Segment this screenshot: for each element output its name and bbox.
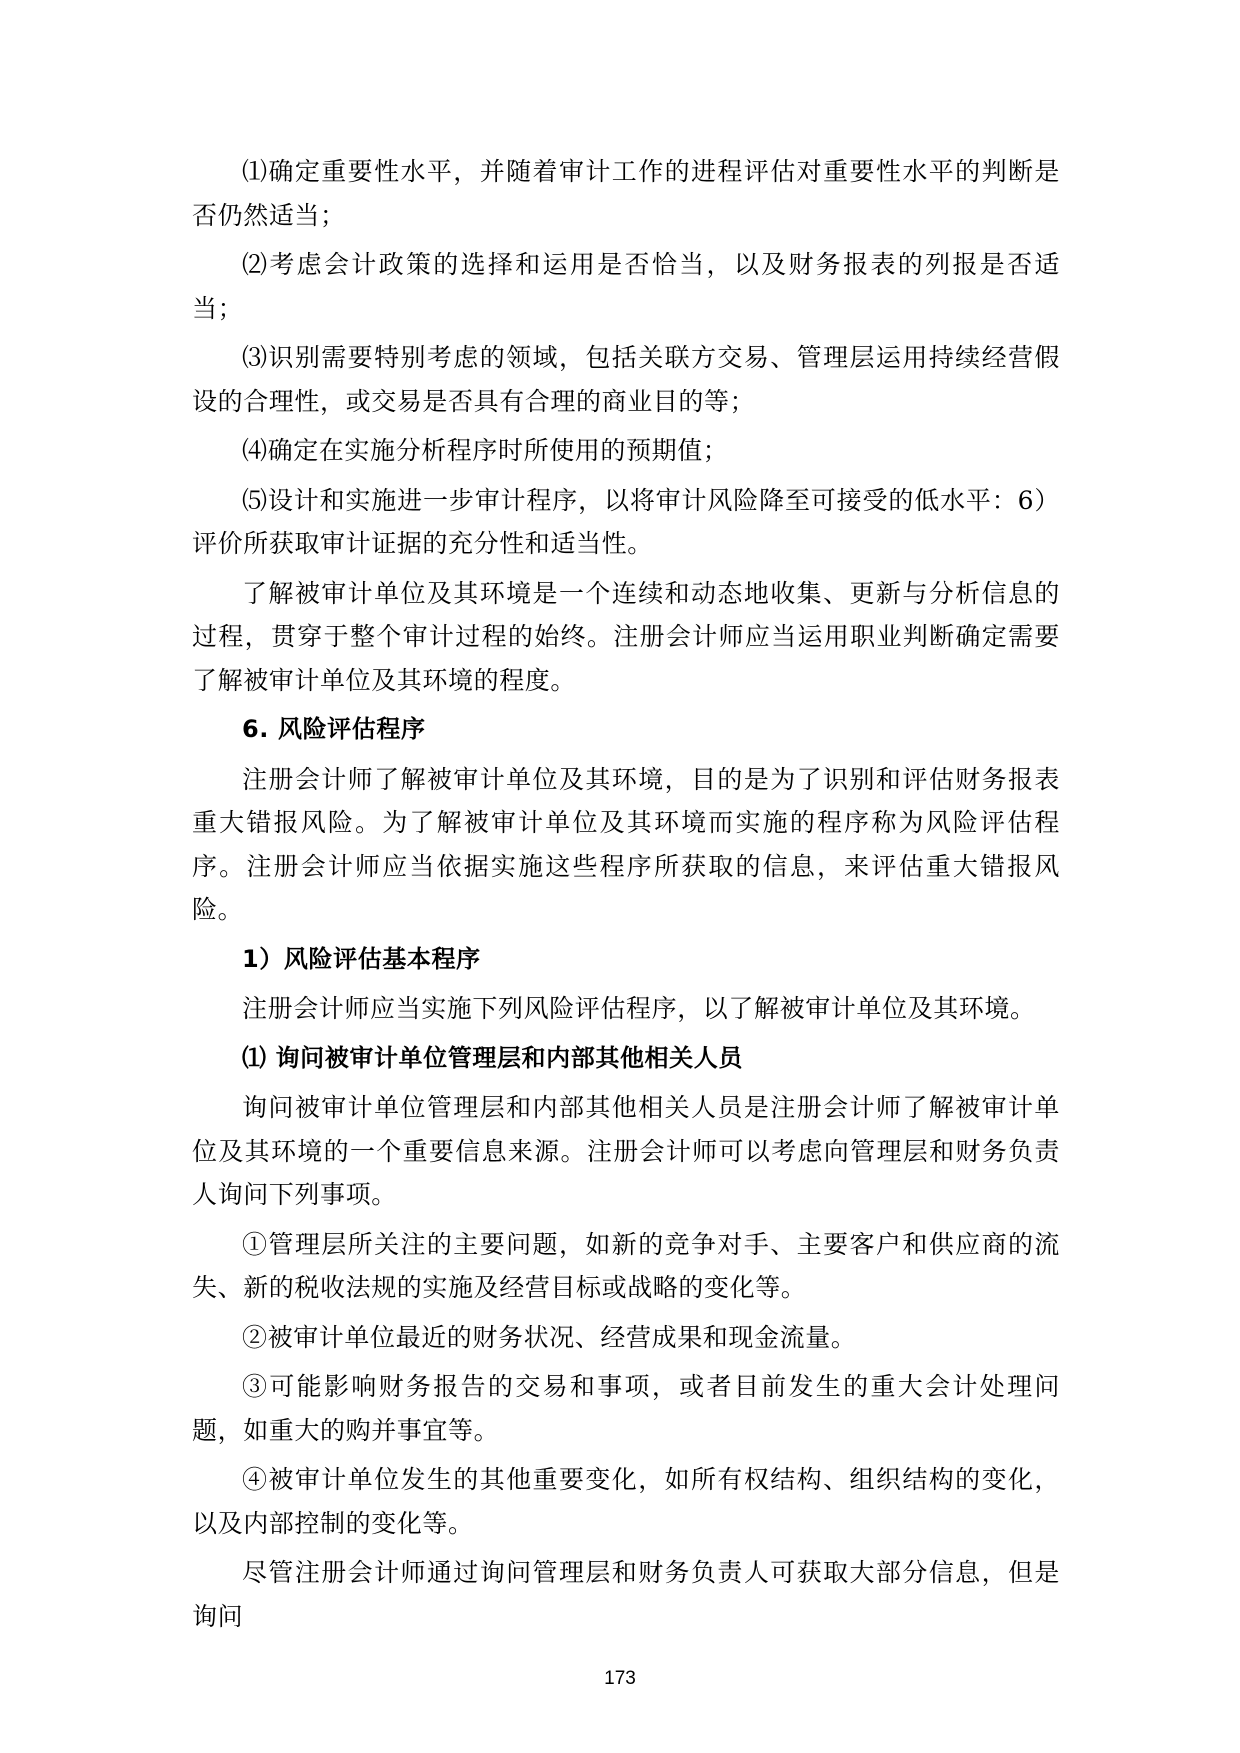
paragraph-continuous-process: 了解被审计单位及其环境是一个连续和动态地收集、更新与分析信息的过程，贯穿于整个审计过程的始终。注册会计师应当运用职业判断确定需要了解被审计单位及其环境的程度。 [192,578,1060,695]
paragraph-inquiry-conclusion: 尽管注册会计师通过询问管理层和财务负责人可获取大部分信息，但是询问 [192,1558,1060,1631]
document-body [192,150,1060,1644]
section-heading-risk-assessment: 6. 风险评估程序 [242,715,426,743]
paragraph-item-5: ⑸设计和实施进一步审计程序，以将审计风险降至可接受的低水平：6）评价所获取审计证据的充分性和适当性。 [192,485,1060,558]
page-number: 173 [604,1668,636,1689]
paragraph-basic-procedures-intro: 注册会计师应当实施下列风险评估程序，以了解被审计单位及其环境。 [242,994,1036,1023]
paragraph-inquiry-intro: 询问被审计单位管理层和内部其他相关人员是注册会计师了解被审计单位及其环境的一个重要信息来源。注册会计师可以考虑向管理层和财务负责人询问下列事项。 [192,1093,1060,1209]
paragraph-inquiry-item-1: ①管理层所关注的主要问题，如新的竞争对手、主要客户和供应商的流失、新的税收法规的实施及经营目标或战略的变化等。 [192,1229,1060,1302]
paragraph-risk-assessment-intro: 注册会计师了解被审计单位及其环境，目的是为了识别和评估财务报表重大错报风险。为了解被审计单位及其环境而实施的程序称为风险评估程序。注册会计师应当依据实施这些程序所获取的信息，来评估重大错报风险。 [192,764,1060,924]
paragraph-inquiry-item-3: ③可能影响财务报告的交易和事项，或者目前发生的重大会计处理问题，如重大的购并事宜等。 [192,1372,1060,1445]
paragraph-item-1: ⑴确定重要性水平，并随着审计工作的进程评估对重要性水平的判断是否仍然适当； [192,157,1060,230]
paragraph-item-3: ⑶识别需要特别考虑的领域，包括关联方交易、管理层运用持续经营假设的合理性，或交易是否具有合理的商业目的等； [192,343,1060,416]
subsection-heading-inquiry: ⑴ 询问被审计单位管理层和内部其他相关人员 [242,1043,743,1072]
paragraph-item-2: ⑵考虑会计政策的选择和运用是否恰当，以及财务报表的列报是否适当； [192,250,1060,323]
paragraph-inquiry-item-2: ②被审计单位最近的财务状况、经营成果和现金流量。 [242,1322,857,1352]
paragraph-inquiry-item-4: ④被审计单位发生的其他重要变化，如所有权结构、组织结构的变化，以及内部控制的变化等。 [192,1465,1060,1538]
subsection-heading-basic-procedures: 1）风险评估基本程序 [242,944,481,973]
paragraph-item-4: ⑷确定在实施分析程序时所使用的预期值； [242,436,729,465]
